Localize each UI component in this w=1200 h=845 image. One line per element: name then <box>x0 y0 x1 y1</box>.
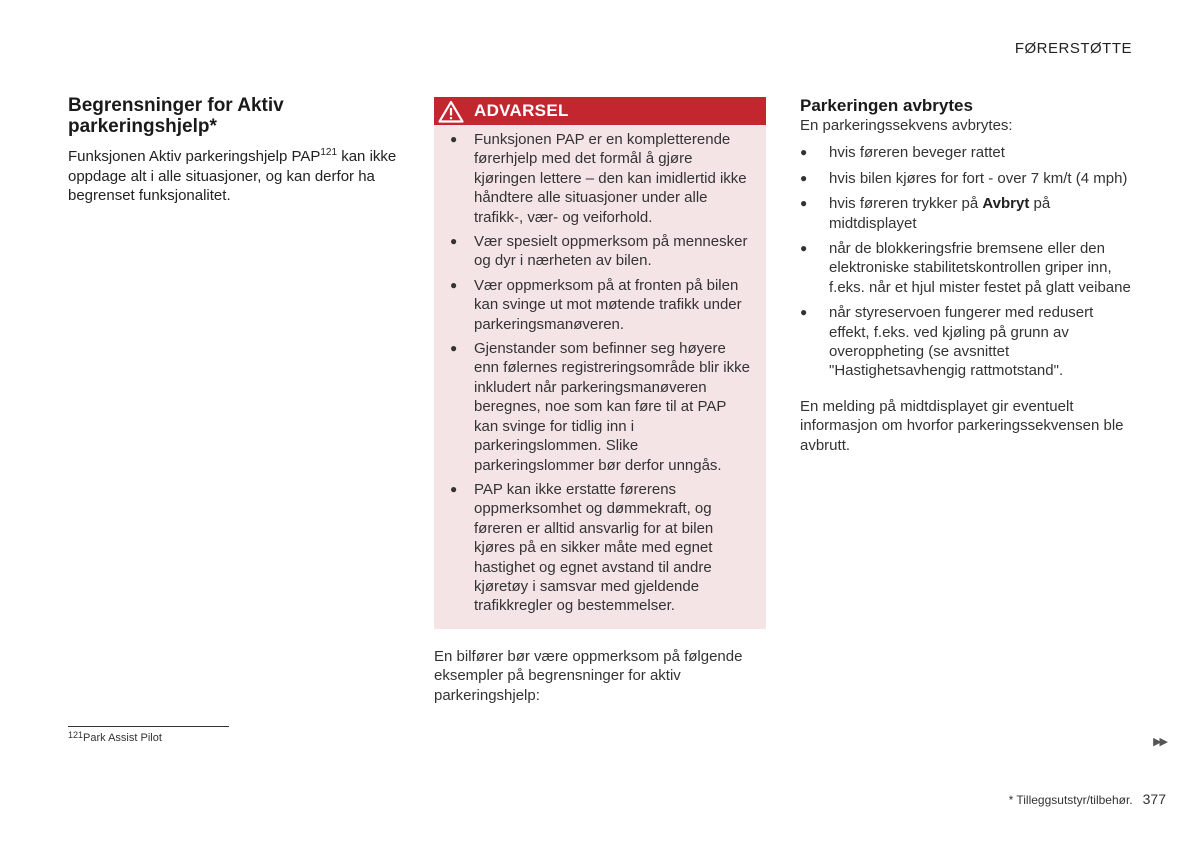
avbryt-label: Avbryt <box>982 195 1030 213</box>
warning-header <box>434 97 766 125</box>
footnote-divider <box>68 726 229 727</box>
middle-column <box>434 97 766 705</box>
warning-item: ● PAP kan ikke erstatte førerens oppmerksomhet og dømmekraft, og føreren er alltid ansvarlig for at bilen kjøres på en sikker måte med egnet hastighet og egnet avstand til andre kjøretøy i samsvar med gjeldende trafikkregler og bestemmelser. <box>450 480 714 615</box>
cancel-item: ● hvis føreren beveger rattet <box>800 144 1005 162</box>
bullet: ● <box>450 481 458 496</box>
bullet: ● <box>800 241 808 256</box>
cancel-item: ● når styreservoen fungerer med redusert effekt, f.eks. ved kjøling på grunn av overoppheting (se avsnittet "Hastighetsavhengig rattmotstand". <box>800 304 1094 380</box>
cancel-item: ● hvis føreren trykker på Avbryt på midtdisplayet <box>800 195 1051 232</box>
bullet: ● <box>450 234 458 249</box>
cancel-item: ● hvis bilen kjøres for fort - over 7 km/t (4 mph) <box>800 169 1128 187</box>
limitations-text-after: kan ikke oppdage alt i alle situasjoner, og kan derfor ha begrenset funksjonalitet. <box>68 148 397 204</box>
cancel-item: ● når de blokkeringsfrie bremsene eller den elektroniske stabilitetskontrollen griper inn, f.eks. når et hjul mister festet på glatt veibane <box>800 240 1131 296</box>
warning-box <box>434 97 766 629</box>
bullet: ● <box>800 170 808 185</box>
bullet: ● <box>800 145 808 160</box>
limitations-paragraph <box>68 147 398 206</box>
right-column <box>800 96 1135 455</box>
limitations-text-before: Funksjonen Aktiv parkeringshjelp PAP <box>68 148 321 165</box>
warning-triangle-icon <box>438 100 464 123</box>
footnote-text: Park Assist Pilot <box>83 732 162 744</box>
footnote-reference[interactable]: 121 <box>320 147 338 158</box>
footnote <box>68 732 162 744</box>
warning-item: ● Gjenstander som befinner seg høyere enn følernes registreringsområde blir ikke inkludert når parkeringsmanøveren beregnes, noe som kan føre til at PAP kan svinge for tidlig inn i parkeringslommen. Slike parkeringslommer bør derfor unngås. <box>450 340 750 474</box>
cancel-outro: En melding på midtdisplayet gir eventuelt informasjon om hvorfor parkeringssekvensen ble avbrutt. <box>800 397 1124 454</box>
page-number: 377 <box>1142 791 1166 807</box>
warning-list <box>434 125 766 616</box>
cancel-intro: En parkeringssekvens avbrytes: <box>800 117 1013 134</box>
cancel-heading: Parkeringen avbrytes <box>800 96 973 115</box>
page-footer <box>1009 791 1166 807</box>
warning-item: ● Vær spesielt oppmerksom på mennesker og dyr i nærheten av bilen. <box>450 233 748 270</box>
bullet: ● <box>800 196 808 211</box>
accessory-note: * Tilleggsutstyr/tilbehør. <box>1008 793 1133 807</box>
warning-item: ● Vær oppmerksom på at fronten på bilen kan svinge ut mot møtende trafikk under parkeringsmanøveren. <box>450 276 742 333</box>
bullet: ● <box>450 341 458 356</box>
left-column <box>68 95 398 206</box>
cancel-list <box>800 143 1135 380</box>
next-page-arrows-icon[interactable]: ▶▶ <box>1153 736 1166 748</box>
bullet: ● <box>800 305 808 320</box>
bullet: ● <box>450 132 458 146</box>
section-header: FØRERSTØTTE <box>1014 40 1132 57</box>
examples-intro: En bilfører bør være oppmerksom på følgende eksempler på begrensninger for aktiv parkeringshjelp: <box>434 647 743 704</box>
warning-title: ADVARSEL <box>474 101 569 120</box>
limitations-heading: Begrensninger for Aktiv parkeringshjelp* <box>68 95 284 137</box>
footnote-number: 121 <box>68 730 84 740</box>
bullet: ● <box>450 277 458 292</box>
warning-item: ● Funksjonen PAP er en kompletterende førerhjelp med det formål å gjøre kjøringen lettere – den kan imidlertid ikke håndtere alle situasjoner under alle trafikk-, vær- og veiforhold. <box>450 131 747 226</box>
